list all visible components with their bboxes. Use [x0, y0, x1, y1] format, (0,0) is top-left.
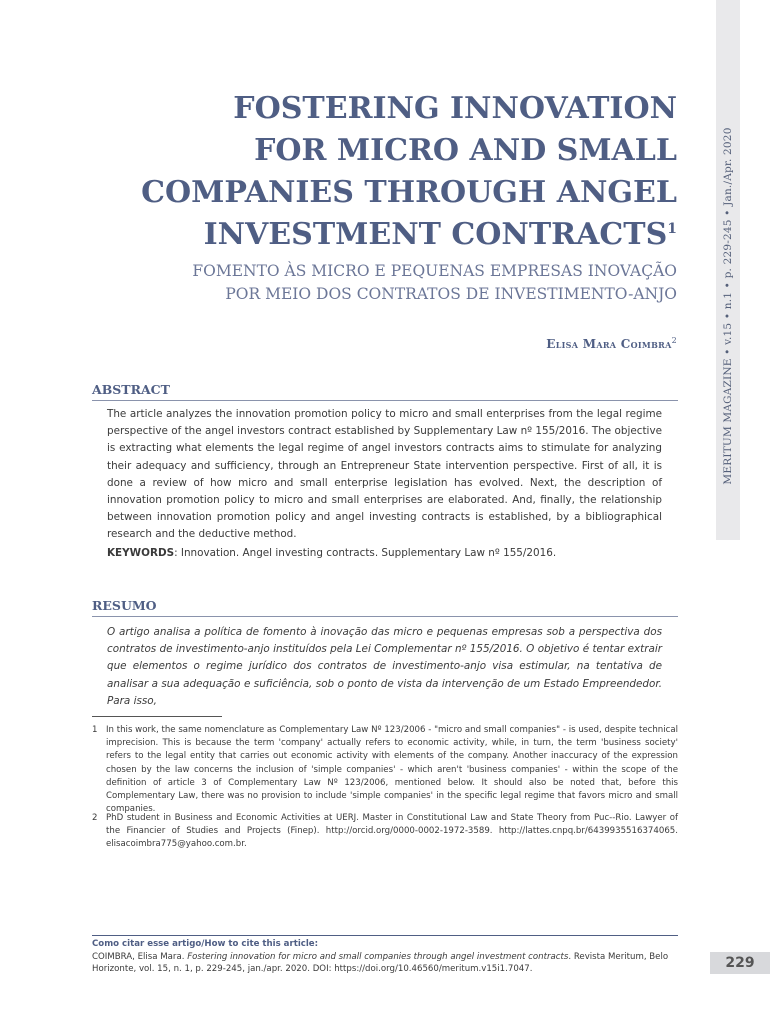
article-subtitle [80, 260, 677, 306]
citation-suffix: . Revista Meritum, Belo Horizonte, vol. 15, n. 1, p. 229-245, jan./apr. 2020. DOI: https://doi.org/10.46560/meritum.v15i1.7047. [92, 951, 669, 975]
author-name: Elisa Mara Coimbra [546, 337, 672, 351]
resumo-text: O artigo analisa a política de fomento à inovação das micro e pequenas empresas sob a perspectiva dos contratos de investimento-anjo instituídos pela Lei Complementar nº 155/2016. O objetivo é tentar extrair que elementos o regime jurídico dos contratos de investimento-anjo visa estimular, na tentativa de analisar a sua adequação e suficiência, sob o ponto de vista da intervenção de um Estado Empreendedor. Para isso, [107, 626, 662, 707]
abstract-text: The article analyzes the innovation promotion policy to micro and small enterprises from the legal regime perspective of the angel investors contract established by Supplementary Law nº 155/2016. The objective is extracting what elements the legal regime of angel investors contracts aims to stimulate for analyzing their adequacy and sufficiency, through an Entrepreneur State intervention perspective. First of all, it is done a review of how micro and small enterprise legislation has evolved. Next, the description of innovation promotion policy to micro and small enterprises are elaborated. And, finally, the relationship between innovation promotion policy and angel investing contracts is established, by a bibliographical research and the deductive method. [107, 408, 662, 541]
author-footnote-ref[interactable]: 2 [671, 336, 677, 345]
citation-divider [92, 935, 678, 936]
resumo-heading: RESUMO [92, 598, 678, 617]
keywords-text: : Innovation. Angel investing contracts. Supplementary Law nº 155/2016. [174, 547, 557, 559]
subtitle-line-1: FOMENTO ÀS MICRO E PEQUENAS EMPRESAS INOVAÇÃO [192, 262, 677, 280]
title-line-1: FOSTERING INNOVATION [233, 91, 677, 126]
article-title [80, 88, 677, 256]
footnote-2 [92, 812, 678, 852]
author-byline [546, 336, 677, 351]
footnote-1 [92, 724, 678, 816]
keywords-label: KEYWORDS [107, 547, 175, 559]
footnote-1-number: 1 [92, 725, 98, 735]
abstract-heading: ABSTRACT [92, 382, 678, 401]
subtitle-line-2: POR MEIO DOS CONTRATOS DE INVESTIMENTO-ANJO [225, 285, 677, 303]
journal-info-vertical: MERITUM MAGAZINE • v.15 • n.1 • p. 229-245 • Jan./Apr. 2020 [722, 127, 734, 485]
keywords-line [107, 545, 662, 562]
title-line-3: COMPANIES THROUGH ANGEL [141, 175, 677, 210]
footnote-1-text: In this work, the same nomenclature as Complementary Law Nº 123/2006 - "micro and small companies" - is used, despite technical imprecision. This is because the term 'company' actually refers to economic activity, while, in turn, the term 'business society' refers to the legal entity that carries out economic activity with elements of the company. Another inaccuracy of the expression chosen by the law concerns the inclusion of 'simple companies' - which aren't 'business companies' - within the scope of the definition of article 3 of Complementary Law Nº 123/2006, mentioned below. It should also be noted that, before this Complementary Law, there was no provision to include 'simple companies' in the specific legal regime that favors micro and small companies. [106, 725, 678, 815]
citation-block [92, 938, 678, 976]
title-line-4: INVESTMENT CONTRACTS [203, 217, 668, 252]
citation-prefix: COIMBRA, Elisa Mara. [92, 951, 188, 962]
citation-label: Como citar esse artigo/How to cite this article: [92, 939, 319, 949]
footnote-divider [92, 716, 222, 717]
title-footnote-ref[interactable]: 1 [667, 221, 677, 237]
footnote-2-text: PhD student in Business and Economic Activities at UERJ. Master in Constitutional Law and State Theory from Puc--Rio. Lawyer of the Financier of Studies and Projects (Finep). http://orcid.org/0000-0002-1972-3589. http://lattes.cnpq.br/6439935516374065. elisacoimbra775@yahoo.com.br. [106, 813, 678, 850]
title-line-2: FOR MICRO AND SMALL [254, 133, 677, 168]
page-number: 229 [710, 952, 770, 974]
citation-title: Fostering innovation for micro and small companies through angel investment contracts [187, 951, 569, 962]
footnote-2-number: 2 [92, 813, 98, 823]
